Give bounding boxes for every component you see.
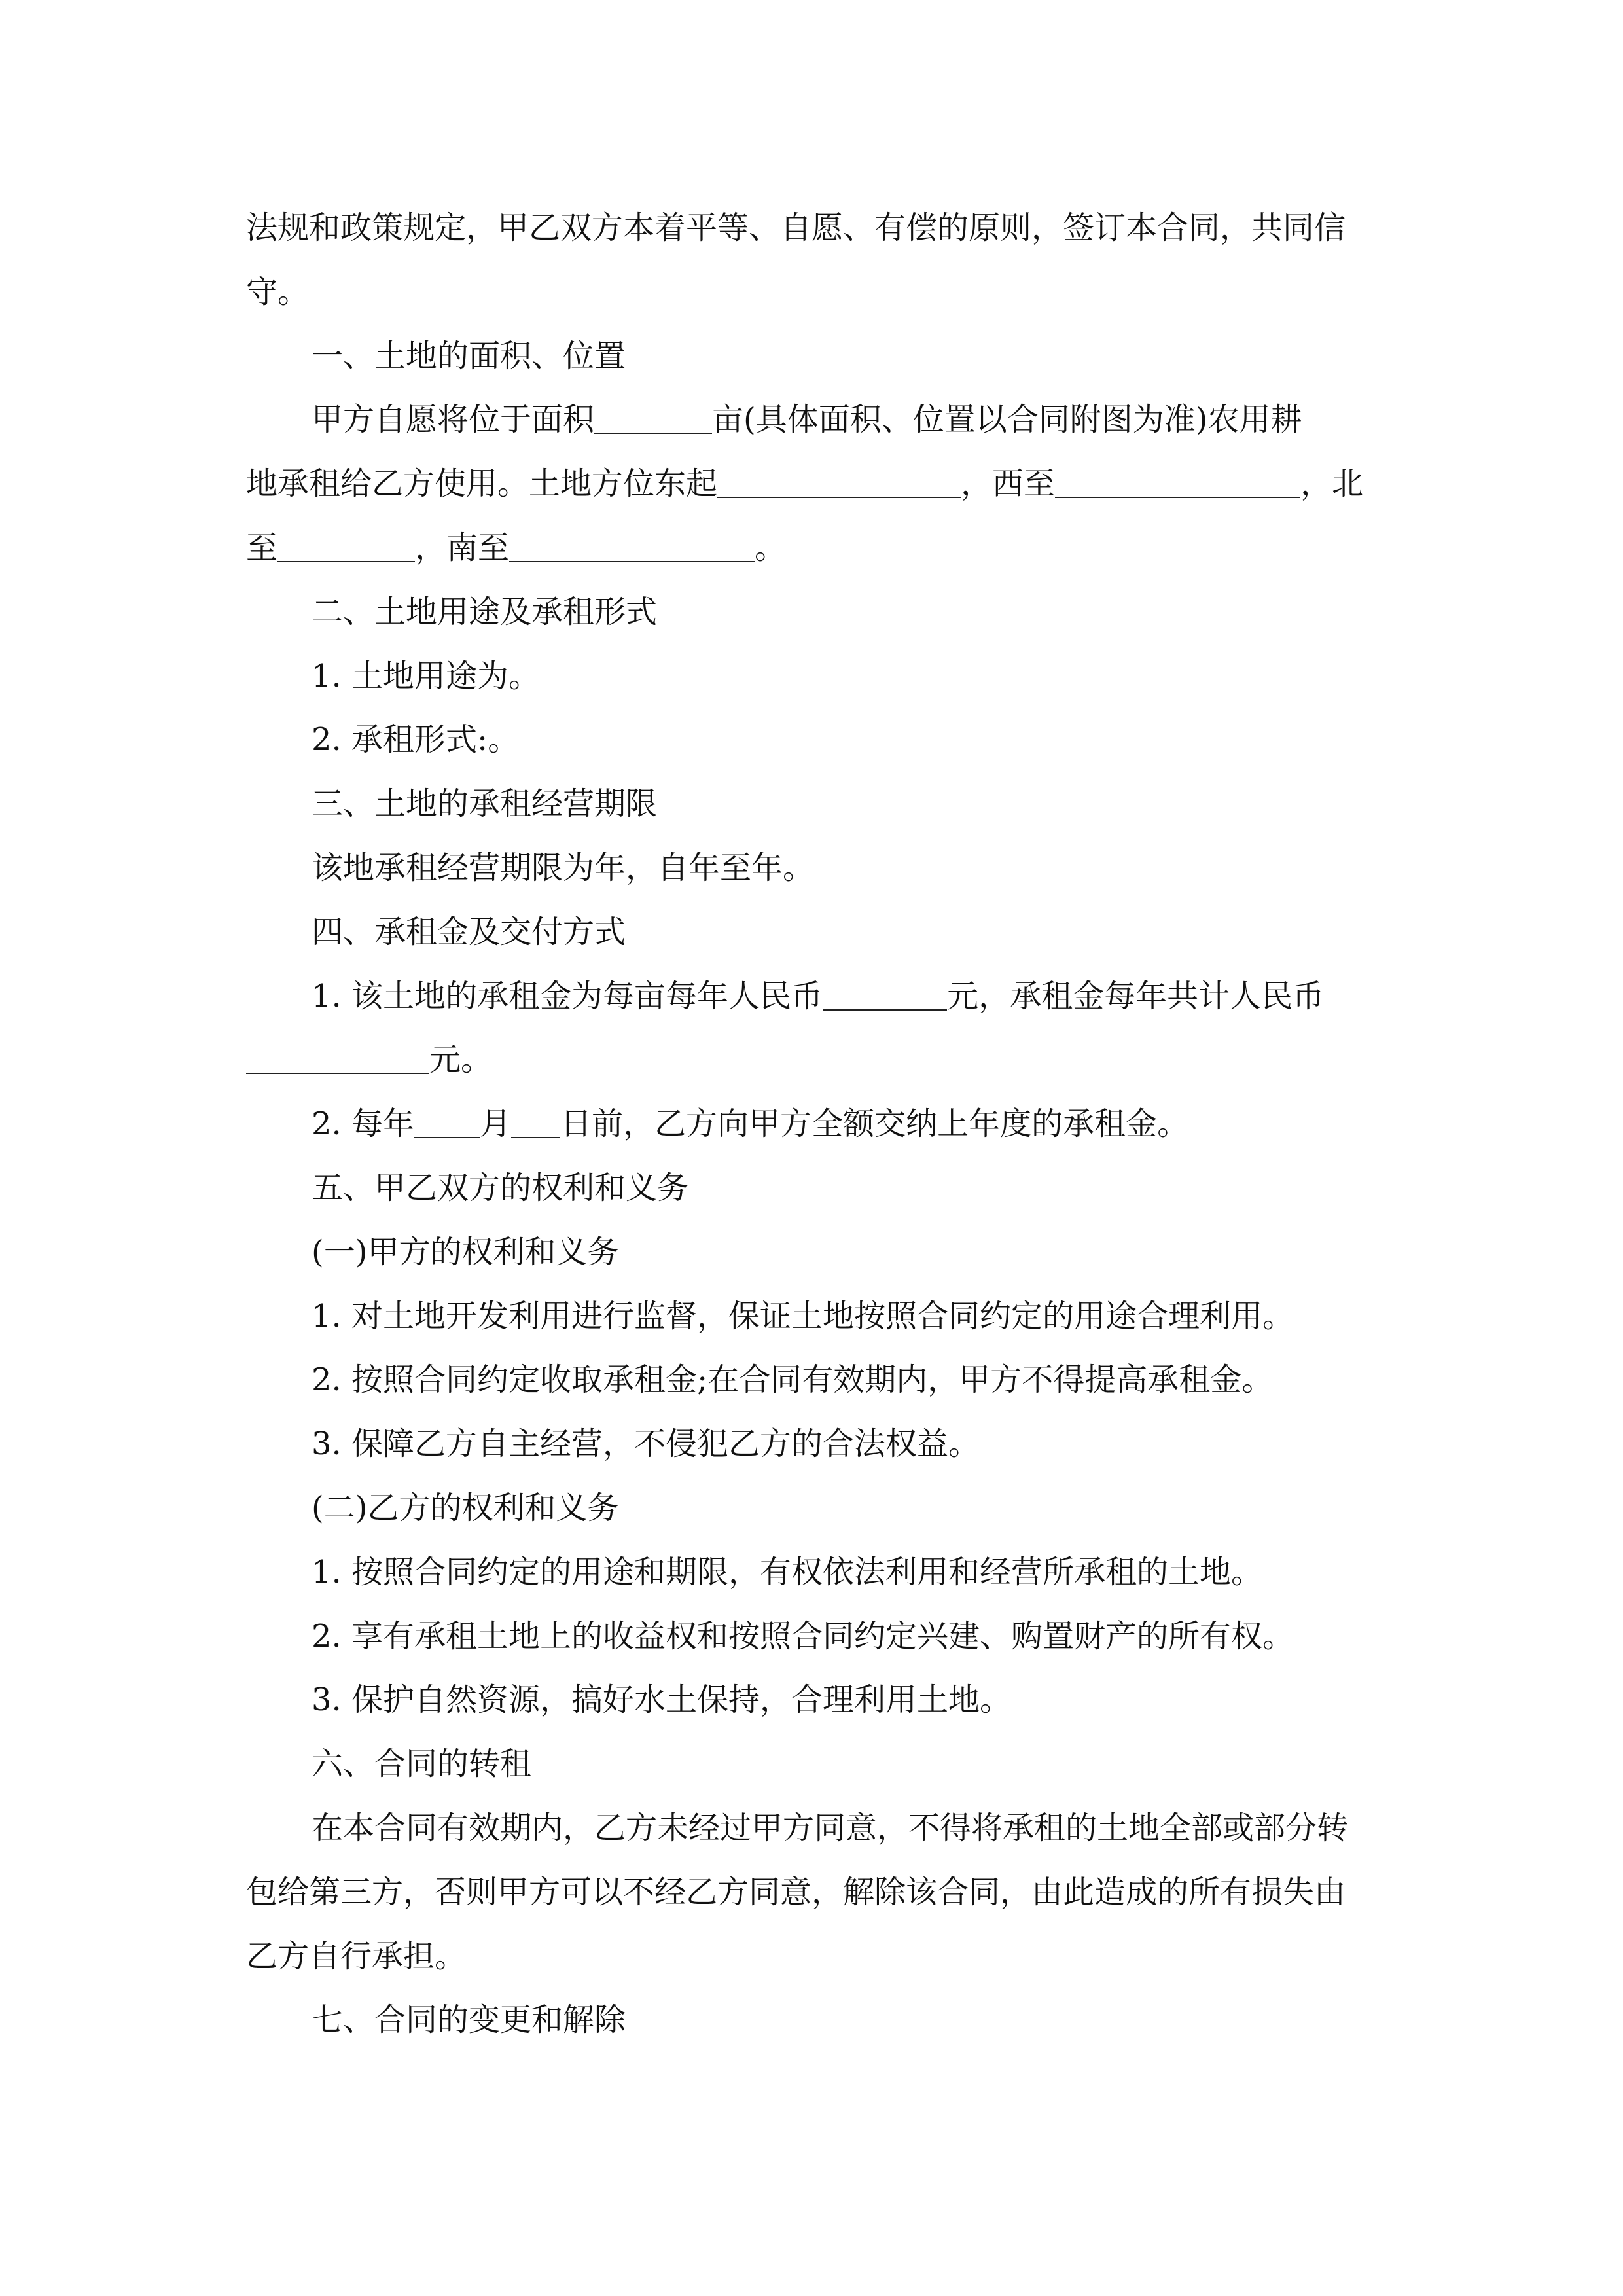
rent-per-mu-blank xyxy=(823,978,947,1011)
list-item xyxy=(246,1605,1378,1669)
heading-text: (二)乙方的权利和义务 xyxy=(312,1489,619,1526)
text-line xyxy=(246,1925,1378,1989)
paragraph-text: 法规和政策规定，甲乙双方本着平等、自愿、有偿的原则，签订本合同，共同信 xyxy=(246,209,1346,246)
section-heading-3 xyxy=(246,772,1378,836)
paragraph-text: 乙方自行承担。 xyxy=(246,1937,467,1975)
list-item xyxy=(246,1541,1378,1605)
month-blank xyxy=(414,1105,480,1138)
section-heading-1 xyxy=(246,325,1378,389)
contract-body xyxy=(246,196,1378,2053)
heading-text: 二、土地用途及承租形式 xyxy=(312,593,658,630)
paragraph-text: ，南至 xyxy=(415,529,510,566)
paragraph-text: 日前，乙方向甲方全额交纳上年度的承租金。 xyxy=(560,1105,1189,1143)
text-line xyxy=(246,516,1378,581)
paragraph-text: 1. 土地用途为。 xyxy=(312,657,541,694)
text-line xyxy=(246,452,1378,516)
text-line xyxy=(246,260,1378,325)
section-heading-7 xyxy=(246,1988,1378,2053)
text-line xyxy=(246,1797,1378,1861)
paragraph-text: 2. 享有承租土地上的收益权和按照合同约定兴建、购置财产的所有权。 xyxy=(312,1617,1294,1655)
list-item xyxy=(246,1092,1378,1157)
paragraph-text: 2. 每年 xyxy=(312,1105,415,1143)
paragraph-text: 3. 保障乙方自主经营，不侵犯乙方的合法权益。 xyxy=(312,1426,980,1463)
paragraph-text: 包给第三方，否则甲方可以不经乙方同意，解除该合同，由此造成的所有损失由 xyxy=(246,1873,1346,1910)
heading-text: 五、甲乙双方的权利和义务 xyxy=(312,1169,689,1206)
heading-text: 四、承租金及交付方式 xyxy=(312,913,626,950)
paragraph-text: 地承租给乙方使用。土地方位东起 xyxy=(246,465,718,503)
section-heading-2 xyxy=(246,581,1378,645)
heading-text: 一、土地的面积、位置 xyxy=(312,337,626,374)
text-line xyxy=(246,1861,1378,1925)
paragraph-text: 。 xyxy=(755,529,787,566)
day-blank xyxy=(511,1105,560,1138)
paragraph-text: 1. 该土地的承租金为每亩每年人民币 xyxy=(312,977,823,1014)
list-item xyxy=(246,645,1378,709)
subsection-heading xyxy=(246,1221,1378,1285)
paragraph-text: ，北 xyxy=(1300,465,1364,503)
paragraph-text: ，西至 xyxy=(961,465,1056,503)
heading-text: (一)甲方的权利和义务 xyxy=(312,1233,619,1270)
paragraph-text: 亩(具体面积、位置以合同附图为准)农用耕 xyxy=(712,401,1302,439)
list-item xyxy=(246,1412,1378,1477)
paragraph-text: 甲方自愿将位于面积 xyxy=(312,401,595,439)
west-boundary-blank xyxy=(1055,465,1300,498)
paragraph-text: 元。 xyxy=(429,1041,493,1079)
text-line xyxy=(246,196,1378,260)
total-rent-blank xyxy=(246,1041,429,1074)
paragraph-text: 至 xyxy=(246,529,278,566)
south-boundary-blank xyxy=(509,529,755,562)
heading-text: 六、合同的转租 xyxy=(312,1746,532,1783)
list-item xyxy=(246,708,1378,772)
paragraph-text: 守。 xyxy=(246,273,310,310)
paragraph-text: 月 xyxy=(480,1105,512,1143)
list-item xyxy=(246,1285,1378,1349)
paragraph-text: 1. 按照合同约定的用途和期限，有权依法利用和经营所承租的土地。 xyxy=(312,1553,1263,1590)
list-item xyxy=(246,1668,1378,1732)
east-boundary-blank xyxy=(717,465,961,498)
paragraph-text: 在本合同有效期内，乙方未经过甲方同意，不得将承租的土地全部或部分转 xyxy=(312,1809,1349,1846)
heading-text: 七、合同的变更和解除 xyxy=(312,2001,626,2039)
paragraph-text: 该地承租经营期限为年，自年至年。 xyxy=(312,849,815,886)
paragraph-text: 2. 承租形式:。 xyxy=(312,721,520,759)
list-item xyxy=(246,1348,1378,1412)
north-boundary-blank xyxy=(277,529,415,562)
section-heading-4 xyxy=(246,901,1378,965)
paragraph-text: 1. 对土地开发利用进行监督，保证土地按照合同约定的用途合理利用。 xyxy=(312,1297,1294,1335)
section-heading-6 xyxy=(246,1732,1378,1797)
paragraph-text: 3. 保护自然资源，搞好水土保持，合理利用土地。 xyxy=(312,1681,1012,1719)
text-line xyxy=(246,388,1378,452)
area-blank xyxy=(594,401,712,434)
paragraph-text: 元，承租金每年共计人民币 xyxy=(947,977,1325,1014)
text-line xyxy=(246,836,1378,901)
text-line xyxy=(246,1028,1378,1092)
list-item xyxy=(246,965,1378,1029)
subsection-heading xyxy=(246,1477,1378,1541)
section-heading-5 xyxy=(246,1157,1378,1221)
heading-text: 三、土地的承租经营期限 xyxy=(312,785,658,823)
paragraph-text: 2. 按照合同约定收取承租金;在合同有效期内，甲方不得提高承租金。 xyxy=(312,1361,1274,1399)
